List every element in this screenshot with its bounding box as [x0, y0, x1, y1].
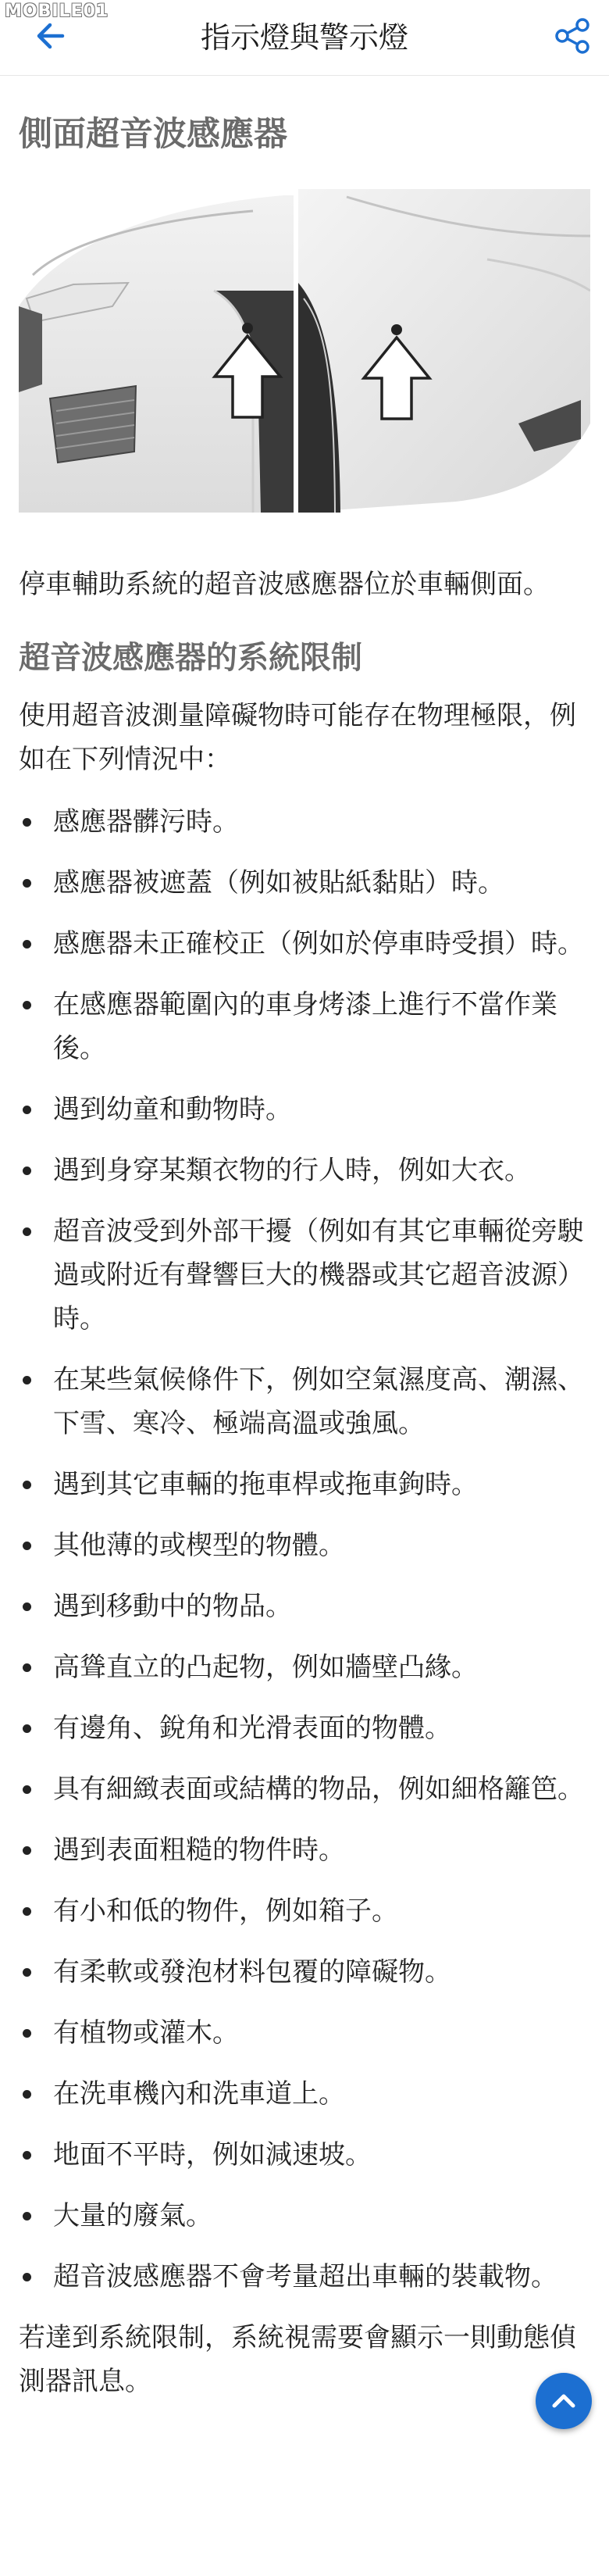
top-app-bar: [0, 0, 609, 76]
list-item: 超音波感應器不會考量超出車輛的裝載物。: [19, 2255, 590, 2299]
list-item: 在感應器範圍內的車身烤漆上進行不當作業後。: [19, 983, 590, 1070]
share-button[interactable]: [551, 14, 595, 58]
list-item: 有邊角、銳角和光滑表面的物體。: [19, 1706, 590, 1750]
limitations-intro: 使用超音波測量障礙物時可能存在物理極限，例如在下列情況中：: [19, 700, 576, 775]
list-item: 遇到身穿某類衣物的行人時，例如大衣。: [19, 1149, 590, 1192]
list-item: 有柔軟或發泡材料包覆的障礙物。: [19, 1950, 590, 1994]
page-title: 指示燈與警示燈: [200, 20, 408, 55]
list-item: 其他薄的或楔型的物體。: [19, 1524, 590, 1567]
list-item: 遇到表面粗糙的物件時。: [19, 1828, 590, 1872]
section-heading-side-sensors: 側面超音波感應器: [19, 115, 287, 154]
list-item: 遇到幼童和動物時。: [19, 1088, 590, 1131]
article-content: [19, 109, 590, 2403]
list-item: 在某些氣候條件下，例如空氣濕度高、潮濕、下雪、寒冷、極端高溫或強風。: [19, 1358, 590, 1445]
list-item: 遇到其它車輛的拖車桿或拖車鉤時。: [19, 1463, 590, 1506]
chevron-up-icon: [536, 2373, 592, 2429]
list-item: 高聳直立的凸起物，例如牆壁凸緣。: [19, 1645, 590, 1689]
list-item: 感應器髒污時。: [19, 800, 590, 844]
list-item: 具有細緻表面或結構的物品，例如細格籬笆。: [19, 1767, 590, 1811]
sensor-location-illustration: [19, 189, 590, 513]
list-item: 感應器被遮蓋（例如被貼紙黏貼）時。: [19, 861, 590, 905]
list-item: 大量的廢氣。: [19, 2194, 590, 2238]
scroll-to-top-button[interactable]: [536, 2373, 592, 2429]
list-item: 超音波受到外部干擾（例如有其它車輛從旁駛過或附近有聲響巨大的機器或其它超音波源）時。: [19, 1209, 590, 1341]
list-item: 有植物或灌木。: [19, 2011, 590, 2055]
limitations-outro: 若達到系統限制，系統視需要會顯示一則動態偵測器訊息。: [19, 2322, 576, 2397]
watermark-logo: MOBILE01: [5, 2, 109, 21]
list-item: 遇到移動中的物品。: [19, 1585, 590, 1628]
section-heading-limitations: 超音波感應器的系統限制: [19, 640, 362, 676]
list-item: 在洗車機內和洗車道上。: [19, 2072, 590, 2116]
share-icon: [551, 14, 595, 58]
list-item: 有小和低的物件，例如箱子。: [19, 1889, 590, 1933]
illustration-caption: 停車輔助系統的超音波感應器位於車輛側面。: [19, 569, 550, 600]
list-item: 感應器未正確校正（例如於停車時受損）時。: [19, 922, 590, 966]
list-item: 地面不平時，例如減速坡。: [19, 2133, 590, 2177]
limitations-list: [19, 800, 590, 2299]
